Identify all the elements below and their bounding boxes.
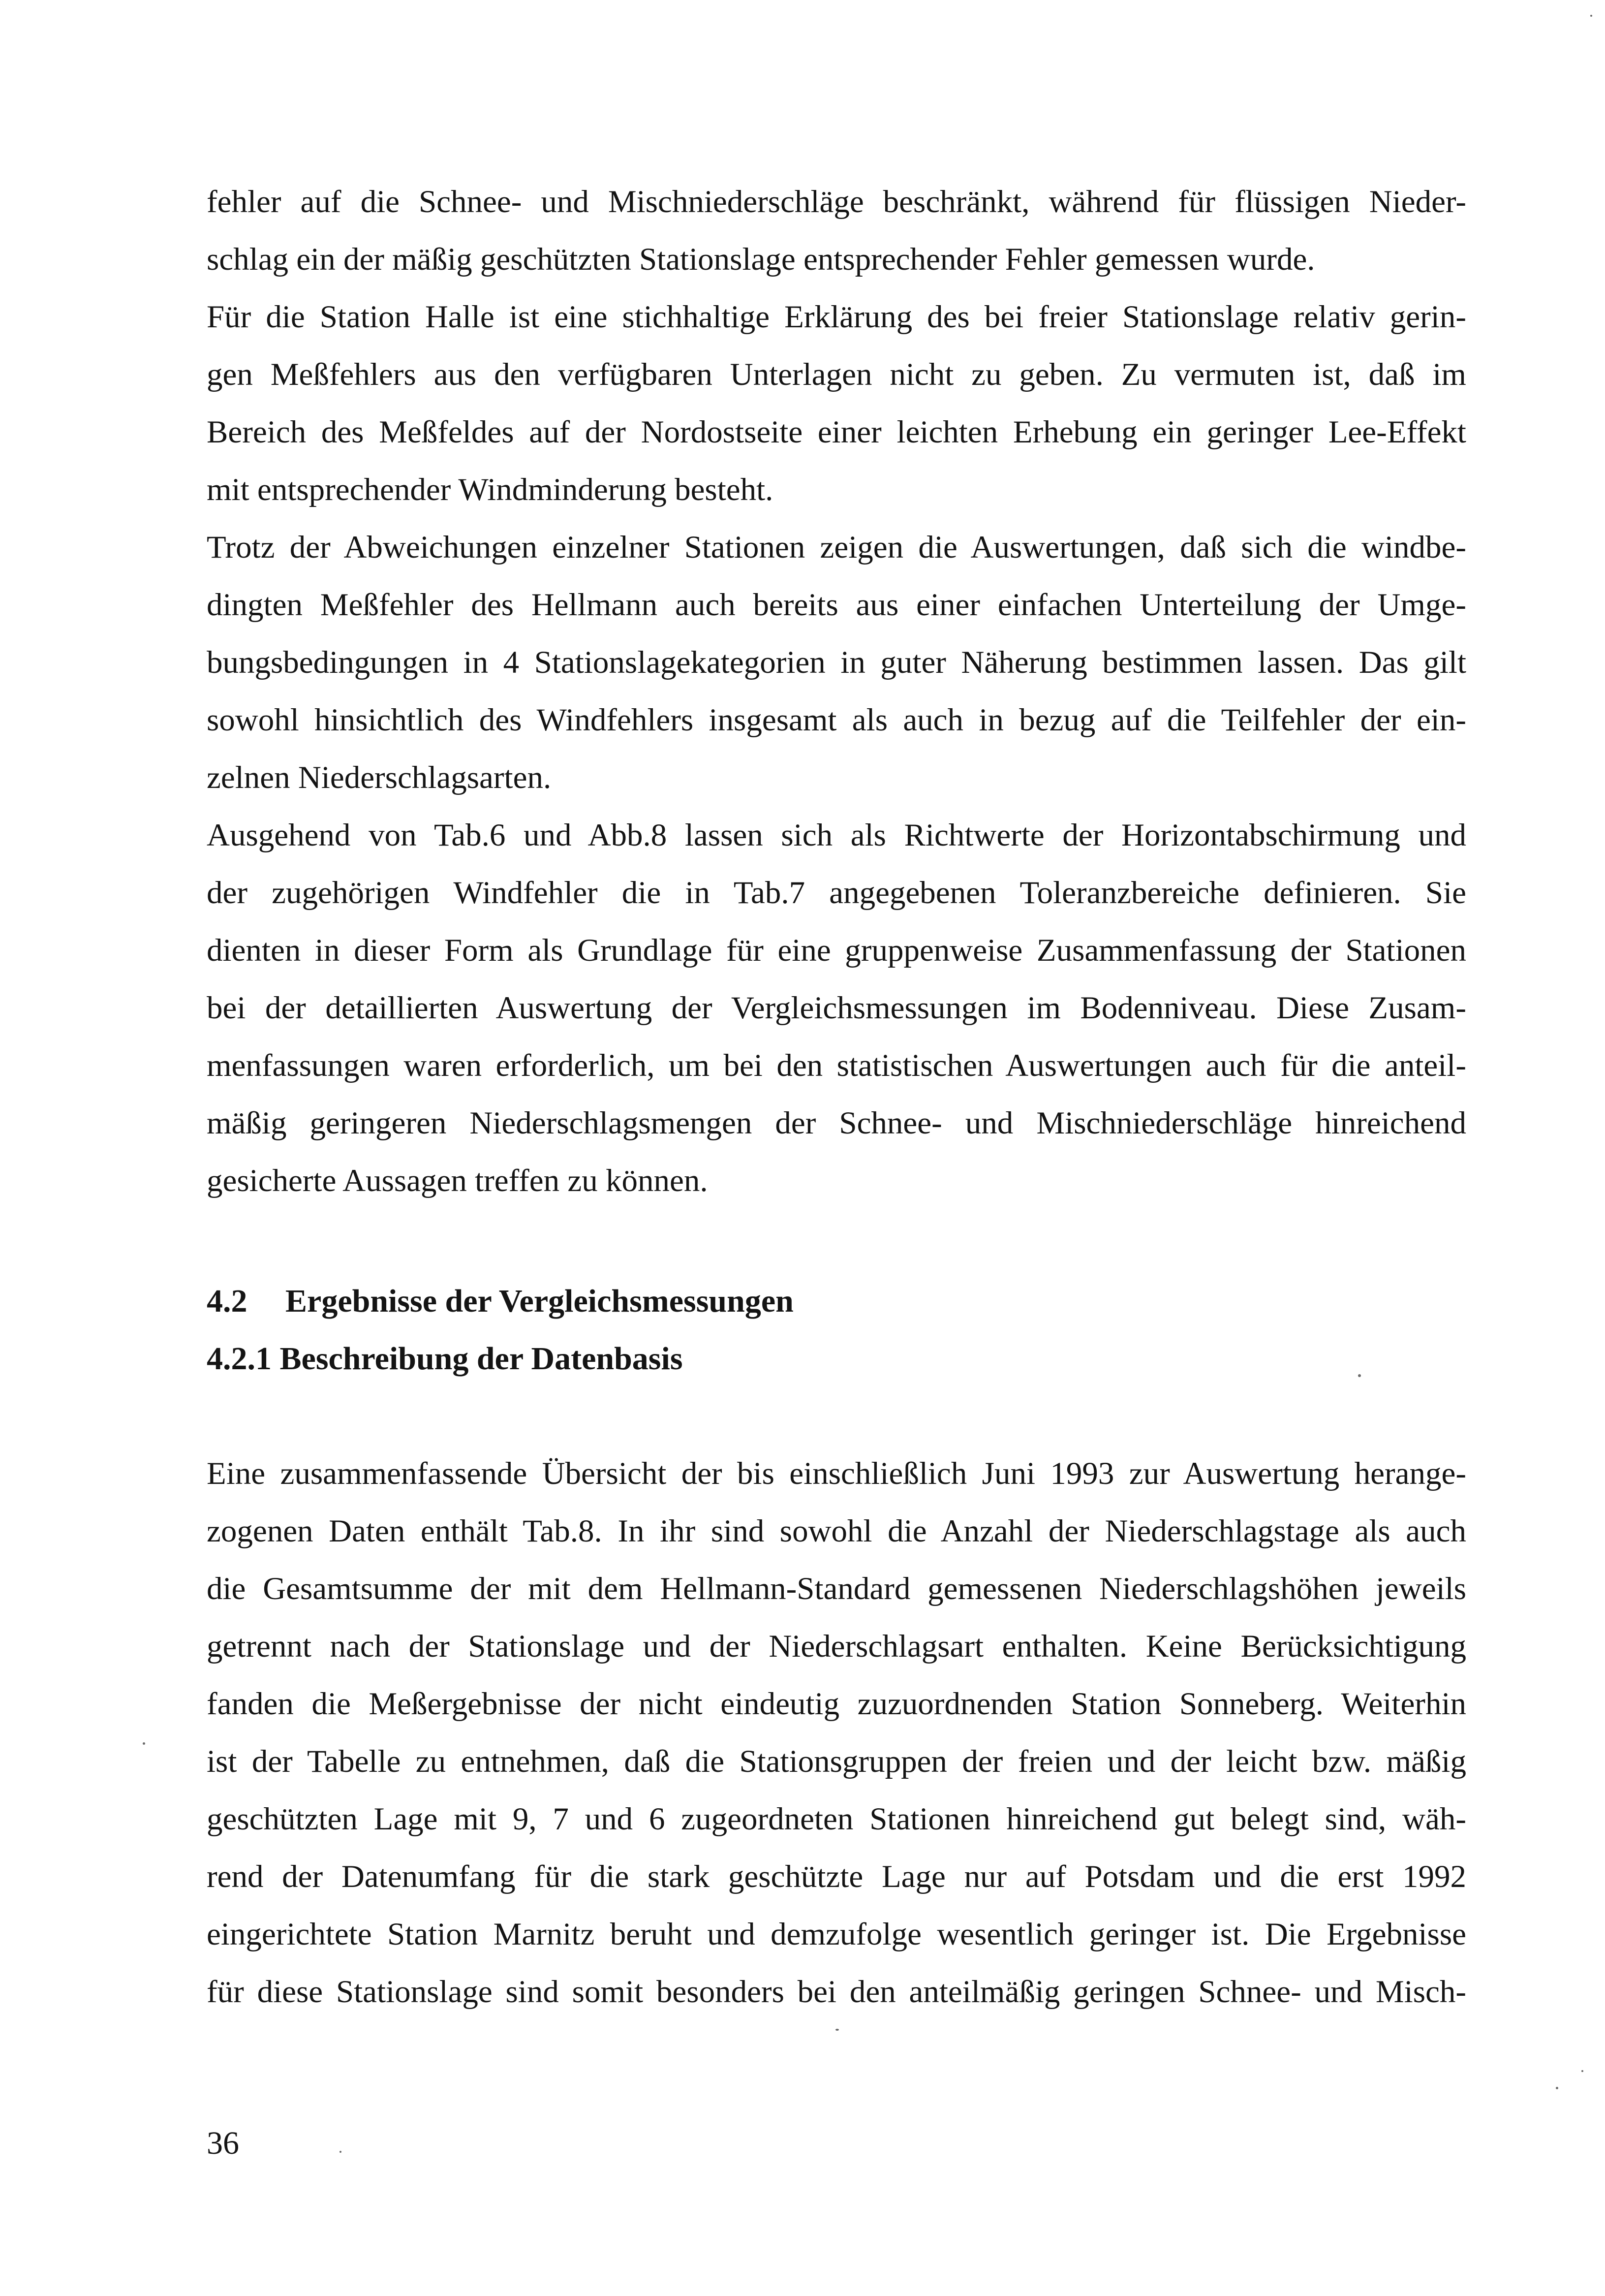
text-line: sowohl hinsichtlich des Windfehlers insgesamt als auch in bezug auf die Teilfehler der ein- — [207, 702, 1466, 738]
text-line: fehler auf die Schnee- und Mischniederschläge beschränkt, während für flüssigen Nieder- — [207, 184, 1466, 220]
text-line: Trotz der Abweichungen einzelner Stationen zeigen die Auswertungen, daß sich die windbe- — [207, 530, 1466, 565]
text-line: bei der detaillierten Auswertung der Vergleichsmessungen im Bodenniveau. Diese Zusam- — [207, 990, 1466, 1026]
text-line: menfassungen waren erforderlich, um bei den statistischen Auswertungen auch für die anteil- — [207, 1048, 1466, 1083]
scan-speck — [143, 1742, 145, 1745]
text-line: mit entsprechender Windminderung besteht. — [207, 472, 773, 507]
text-line: schlag ein der mäßig geschützten Stationslage entsprechender Fehler gemessen wurde. — [207, 242, 1315, 277]
subsection-heading — [207, 1330, 683, 1387]
section-heading — [207, 1272, 794, 1330]
text-line: dienten in dieser Form als Grundlage für eine gruppenweise Zusammenfassung der Stationen — [207, 933, 1466, 968]
scan-speck — [1556, 2087, 1558, 2089]
text-line: gen Meßfehlers aus den verfügbaren Unterlagen nicht zu geben. Zu vermuten ist, daß im — [207, 357, 1466, 392]
body-text-top — [207, 173, 1466, 1210]
text-line: die Gesamtsumme der mit dem Hellmann-Standard gemessenen Niederschlagshöhen jeweils — [207, 1571, 1466, 1606]
text-line: gesicherte Aussagen treffen zu können. — [207, 1163, 708, 1198]
text-line: für diese Stationslage sind somit besonders bei den anteilmäßig geringen Schnee- und Misch- — [207, 1974, 1466, 2010]
scan-speck — [1581, 2070, 1583, 2072]
subsection-title: 4.2.1 Beschreibung der Datenbasis — [207, 1341, 683, 1377]
text-line: fanden die Meßergebnisse der nicht eindeutig zuzuordnenden Station Sonneberg. Weiterhin — [207, 1686, 1466, 1722]
scan-speck — [1358, 1374, 1361, 1377]
scan-speck — [1590, 15, 1592, 17]
text-line: Bereich des Meßfeldes auf der Nordostseite einer leichten Erhebung ein geringer Lee-Effekt — [207, 414, 1466, 450]
text-line: rend der Datenumfang für die stark geschützte Lage nur auf Potsdam und die erst 1992 — [207, 1859, 1466, 1894]
text-line: getrennt nach der Stationslage und der Niederschlagsart enthalten. Keine Berücksichtigung — [207, 1629, 1466, 1664]
text-line: ist der Tabelle zu entnehmen, daß die Stationsgruppen der freien und der leicht bzw. mäßig — [207, 1744, 1466, 1779]
text-line: dingten Meßfehler des Hellmann auch bereits aus einer einfachen Unterteilung der Umge- — [207, 587, 1466, 623]
text-line: geschützten Lage mit 9, 7 und 6 zugeordneten Stationen hinreichend gut belegt sind, wäh- — [207, 1801, 1466, 1837]
section-title: Ergebnisse der Vergleichsmessungen — [285, 1283, 794, 1319]
page-number: 36 — [207, 2125, 239, 2161]
text-line: Für die Station Halle ist eine stichhaltige Erklärung des bei freier Stationslage relativ gerin- — [207, 299, 1466, 335]
text-line: Eine zusammenfassende Übersicht der bis einschließlich Juni 1993 zur Auswertung herange- — [207, 1456, 1466, 1491]
body-text-bottom — [207, 1445, 1466, 2021]
text-line: eingerichtete Station Marnitz beruht und demzufolge wesentlich geringer ist. Die Ergebnisse — [207, 1917, 1466, 1952]
scan-speck — [835, 2029, 839, 2031]
scan-speck — [340, 2151, 341, 2153]
text-line: bungsbedingungen in 4 Stationslagekategorien in guter Näherung bestimmen lassen. Das gilt — [207, 645, 1466, 680]
text-line: Ausgehend von Tab.6 und Abb.8 lassen sich als Richtwerte der Horizontabschirmung und — [207, 818, 1466, 853]
text-line: zogenen Daten enthält Tab.8. In ihr sind sowohl die Anzahl der Niederschlagstage als auch — [207, 1513, 1466, 1549]
section-number: 4.2 — [207, 1283, 247, 1319]
text-line: mäßig geringeren Niederschlagsmengen der Schnee- und Mischniederschläge hinreichend — [207, 1105, 1466, 1141]
text-line: zelnen Niederschlagsarten. — [207, 760, 552, 795]
text-line: der zugehörigen Windfehler die in Tab.7 angegebenen Toleranzbereiche definieren. Sie — [207, 875, 1466, 911]
